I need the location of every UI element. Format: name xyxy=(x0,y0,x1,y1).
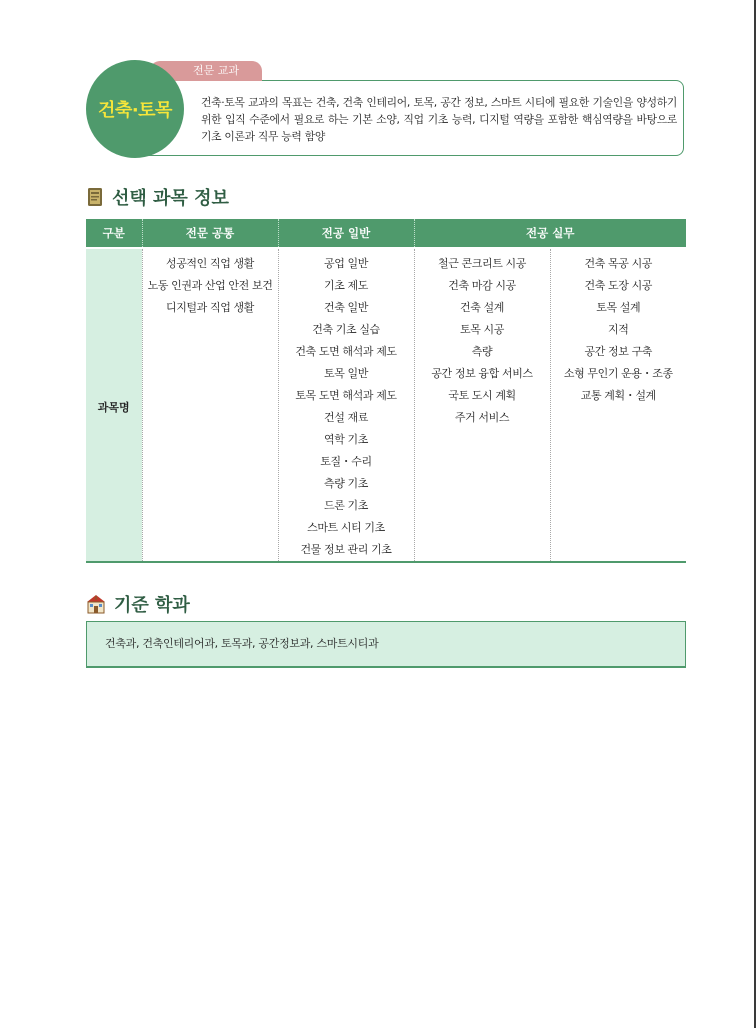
table-header-row xyxy=(86,219,686,248)
school-building-icon xyxy=(86,594,106,614)
list-item: 공간 정보 구축 xyxy=(584,345,653,358)
list-item: 토목 시공 xyxy=(459,323,504,336)
list-item: 건축 도면 해석과 제도 xyxy=(295,345,397,358)
list-item: 역학 기초 xyxy=(323,433,368,446)
header-common: 전문 공통 xyxy=(142,219,278,248)
department-list: 건축과, 건축인테리어과, 토목과, 공간정보과, 스마트시티과 xyxy=(86,621,686,668)
list-item: 공간 정보 융합 서비스 xyxy=(431,367,533,380)
department-section-title: 기준 학과 xyxy=(114,595,190,616)
list-item: 건축 마감 시공 xyxy=(448,279,516,292)
elective-section-title: 선택 과목 정보 xyxy=(112,188,229,209)
list-item: 건축 기초 실습 xyxy=(312,323,380,336)
list-item: 토목 일반 xyxy=(323,367,368,380)
list-item: 건축 목공 시공 xyxy=(584,257,653,270)
list-item: 국토 도시 계획 xyxy=(448,389,516,402)
list-item: 기초 제도 xyxy=(323,279,368,292)
table-row xyxy=(86,248,686,562)
list-item: 토목 설계 xyxy=(596,301,641,314)
row-label: 과목명 xyxy=(86,248,142,562)
general-subjects-cell xyxy=(278,248,414,562)
list-item: 측량 기초 xyxy=(323,477,368,490)
elective-section-heading xyxy=(86,184,229,210)
subject-name: 건축·토목 xyxy=(98,100,172,121)
list-item: 디지털과 직업 생활 xyxy=(165,301,254,314)
list-item: 교통 계획・설계 xyxy=(580,389,656,402)
list-item: 드론 기초 xyxy=(323,499,368,512)
practical-subjects-cell-b xyxy=(550,248,686,562)
list-item: 주거 서비스 xyxy=(454,411,510,424)
list-item: 건축 일반 xyxy=(323,301,368,314)
list-item: 토질・수리 xyxy=(320,455,372,468)
category-tab: 전문 교과 xyxy=(150,61,262,81)
header-practical: 전공 실무 xyxy=(414,219,686,248)
subject-badge xyxy=(86,60,184,158)
elective-subjects-table xyxy=(86,219,686,563)
common-subjects-cell xyxy=(142,248,278,562)
list-item: 성공적인 직업 생활 xyxy=(165,257,254,270)
header-general: 전공 일반 xyxy=(278,219,414,248)
list-item: 철근 콘크리트 시공 xyxy=(437,257,526,270)
list-item: 공업 일반 xyxy=(323,257,368,270)
list-item: 건설 재료 xyxy=(323,411,368,424)
practical-subjects-cell-a xyxy=(414,248,550,562)
department-section-heading xyxy=(86,591,190,617)
book-icon xyxy=(86,187,104,207)
list-item: 노동 인권과 산업 안전 보건 xyxy=(147,279,273,292)
list-item: 지적 xyxy=(608,323,629,336)
list-item: 소형 무인기 운용・조종 xyxy=(563,367,673,380)
list-item: 건물 정보 관리 기초 xyxy=(300,543,392,556)
list-item: 건축 도장 시공 xyxy=(584,279,653,292)
list-item: 토목 도면 해석과 제도 xyxy=(295,389,397,402)
list-item: 측량 xyxy=(471,345,493,358)
header-category: 구분 xyxy=(86,219,142,248)
list-item: 건축 설계 xyxy=(459,301,504,314)
list-item: 스마트 시티 기초 xyxy=(307,521,385,534)
subject-description: 건축·토목 교과의 목표는 건축, 건축 인테리어, 토목, 공간 정보, 스마트 시티에 필요한 기술인을 양성하기 위한 입직 수준에서 필요로 하는 기본 소양, 직업 기초 능력, 디지털 역량을 포함한 핵심역량을 바탕으로 기초 이론과 직무 능력 함양 xyxy=(201,96,677,143)
